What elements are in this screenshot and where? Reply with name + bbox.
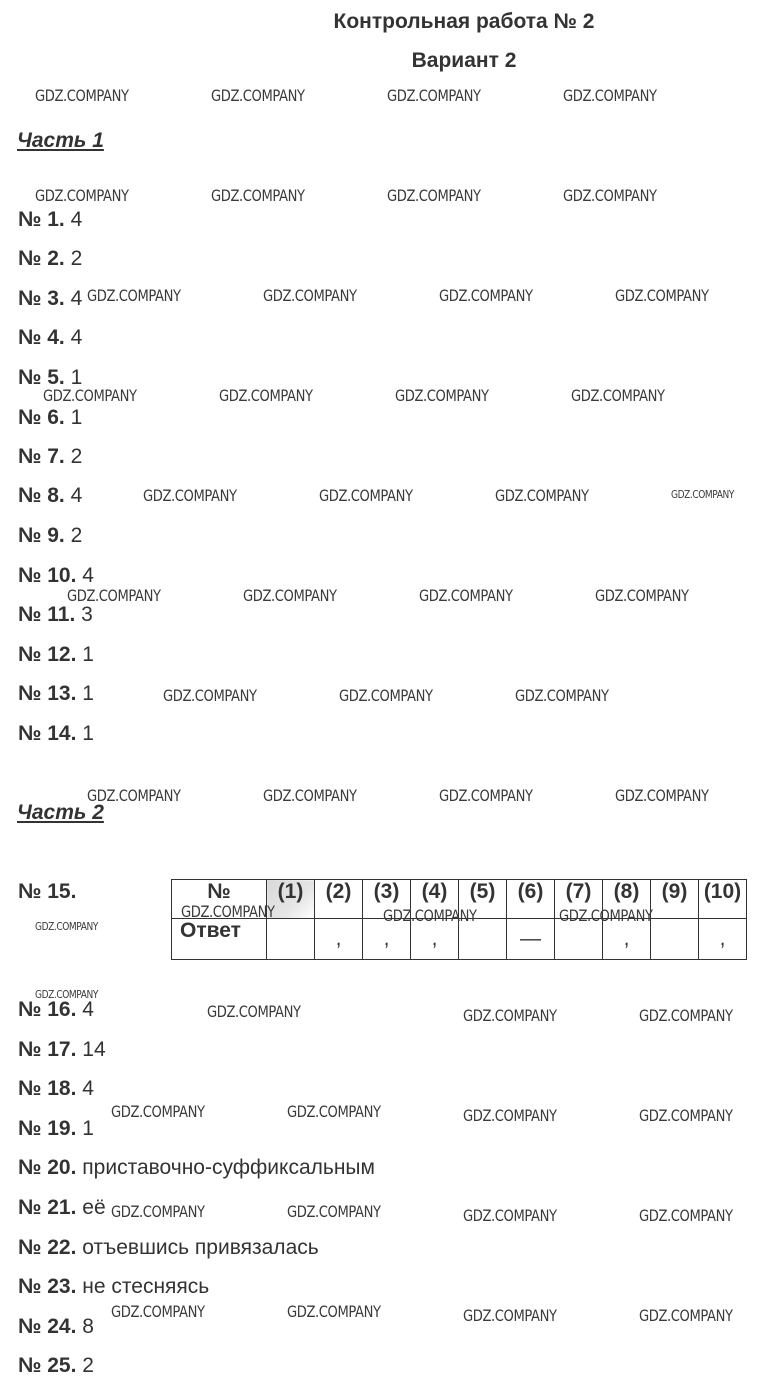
watermark-text: GDZ.COMPANY bbox=[387, 186, 481, 205]
list-item bbox=[18, 524, 82, 548]
item-number: № 6. bbox=[18, 406, 65, 429]
table-answer-cell: , bbox=[699, 919, 747, 960]
item-answer: 1 bbox=[82, 643, 94, 666]
watermark-text: GDZ.COMPANY bbox=[287, 1102, 381, 1121]
table-column-header: (4) bbox=[411, 880, 459, 919]
item-answer: 4 bbox=[70, 326, 83, 349]
list-item bbox=[18, 1236, 319, 1260]
watermark-text: GDZ.COMPANY bbox=[87, 286, 181, 305]
table-column-header: (9) bbox=[651, 880, 699, 919]
item-number: № 17. bbox=[18, 1038, 77, 1061]
watermark-text: GDZ.COMPANY bbox=[639, 1006, 733, 1025]
item-answer: её bbox=[82, 1196, 106, 1219]
list-item bbox=[18, 682, 94, 706]
item-number: № 14. bbox=[18, 722, 77, 745]
item-number: № 4. bbox=[18, 326, 65, 349]
list-item bbox=[18, 326, 82, 350]
list-item bbox=[18, 247, 82, 271]
watermark-text: GDZ.COMPANY bbox=[339, 686, 433, 705]
watermark-text: GDZ.COMPANY bbox=[207, 1002, 301, 1021]
watermark-text: GDZ.COMPANY bbox=[43, 386, 137, 405]
item-number: № 1. bbox=[18, 208, 65, 231]
table-answer-cell: , bbox=[411, 919, 459, 960]
list-item bbox=[18, 1196, 106, 1220]
item-15 bbox=[18, 880, 76, 904]
part2-heading: Часть 2 bbox=[17, 801, 104, 824]
item-answer: 3 bbox=[81, 603, 93, 626]
item-number: № 24. bbox=[18, 1315, 77, 1338]
table-answer-cell bbox=[267, 919, 315, 960]
watermark-text: GDZ.COMPANY bbox=[111, 1202, 205, 1221]
item-answer: 4 bbox=[82, 1077, 94, 1100]
item-number: № 5. bbox=[18, 366, 65, 389]
table-column-header: (7) bbox=[555, 880, 603, 919]
item-number: № 19. bbox=[18, 1117, 77, 1140]
watermark-text: GDZ.COMPANY bbox=[615, 786, 709, 805]
list-item bbox=[18, 722, 94, 746]
item-answer: 4 bbox=[70, 287, 83, 310]
list-item bbox=[18, 1117, 94, 1141]
watermark-text: GDZ.COMPANY bbox=[263, 286, 357, 305]
item-number: № 15. bbox=[18, 880, 77, 903]
item-number: № 10. bbox=[18, 564, 77, 587]
list-item bbox=[18, 643, 94, 667]
list-item bbox=[18, 1156, 375, 1180]
table-column-header: (10) bbox=[699, 880, 747, 919]
watermark-text: GDZ.COMPANY bbox=[563, 86, 657, 105]
list-item bbox=[18, 1275, 209, 1299]
item-answer: 8 bbox=[82, 1315, 94, 1338]
watermark-text: GDZ.COMPANY bbox=[463, 1306, 557, 1325]
watermark-text: GDZ.COMPANY bbox=[515, 686, 609, 705]
list-item bbox=[18, 445, 82, 469]
list-item bbox=[18, 564, 94, 588]
item-answer: 4 bbox=[82, 564, 94, 587]
item-number: № 3. bbox=[18, 287, 65, 310]
watermark-text: GDZ.COMPANY bbox=[463, 1006, 557, 1025]
list-item bbox=[18, 1077, 94, 1101]
watermark-text: GDZ.COMPANY bbox=[463, 1106, 557, 1125]
watermark-text: GDZ.COMPANY bbox=[439, 786, 533, 805]
item-answer: 14 bbox=[82, 1038, 106, 1061]
item-answer: 4 bbox=[70, 484, 83, 507]
table-column-header: (5) bbox=[459, 880, 507, 919]
item-answer: 1 bbox=[70, 406, 83, 429]
item-answer: 2 bbox=[70, 524, 83, 547]
item-number: № 22. bbox=[18, 1236, 77, 1259]
table-answer-cell: — bbox=[507, 919, 555, 960]
table-answer-cell: , bbox=[315, 919, 363, 960]
watermark-text: GDZ.COMPANY bbox=[67, 586, 161, 605]
item-number: № 13. bbox=[18, 682, 77, 705]
watermark-text: GDZ.COMPANY bbox=[463, 1206, 557, 1225]
item-answer: приставочно-суффиксальным bbox=[82, 1156, 375, 1179]
item-answer: 1 bbox=[82, 722, 94, 745]
watermark-text: GDZ.COMPANY bbox=[35, 920, 98, 933]
watermark-text: GDZ.COMPANY bbox=[571, 386, 665, 405]
item-number: № 20. bbox=[18, 1156, 77, 1179]
watermark-text: GDZ.COMPANY bbox=[111, 1102, 205, 1121]
list-item bbox=[18, 1315, 94, 1339]
list-item bbox=[18, 406, 82, 430]
watermark-text: GDZ.COMPANY bbox=[211, 186, 305, 205]
watermark-text: GDZ.COMPANY bbox=[639, 1206, 733, 1225]
item-number: № 16. bbox=[18, 998, 77, 1021]
item-number: № 9. bbox=[18, 524, 65, 547]
watermark-text: GDZ.COMPANY bbox=[319, 486, 413, 505]
item-number: № 8. bbox=[18, 484, 65, 507]
item-answer: 4 bbox=[82, 998, 94, 1021]
item-answer: отъевшись привязалась bbox=[82, 1236, 319, 1259]
watermark-text: GDZ.COMPANY bbox=[395, 386, 489, 405]
table-column-header: (1) bbox=[267, 880, 315, 919]
watermark-text: GDZ.COMPANY bbox=[287, 1202, 381, 1221]
list-item bbox=[18, 1354, 94, 1378]
list-item bbox=[18, 484, 82, 508]
item-number: № 25. bbox=[18, 1354, 77, 1377]
item-answer: 2 bbox=[70, 445, 83, 468]
table-column-header: (2) bbox=[315, 880, 363, 919]
table-answer-cell bbox=[651, 919, 699, 960]
item-number: № 12. bbox=[18, 643, 77, 666]
watermark-text: GDZ.COMPANY bbox=[671, 488, 734, 501]
watermark-text: GDZ.COMPANY bbox=[419, 586, 513, 605]
item-number: № 18. bbox=[18, 1077, 77, 1100]
watermark-text: GDZ.COMPANY bbox=[35, 186, 129, 205]
list-item bbox=[18, 998, 94, 1022]
table-column-header: (8) bbox=[603, 880, 651, 919]
watermark-text: GDZ.COMPANY bbox=[143, 486, 237, 505]
watermark-text: GDZ.COMPANY bbox=[287, 1302, 381, 1321]
table-answer-cell: , bbox=[363, 919, 411, 960]
table-column-header: (6) bbox=[507, 880, 555, 919]
item-number: № 7. bbox=[18, 445, 65, 468]
table-header-label: № bbox=[172, 880, 267, 919]
table-column-header: (3) bbox=[363, 880, 411, 919]
watermark-text: GDZ.COMPANY bbox=[243, 586, 337, 605]
watermark-text: GDZ.COMPANY bbox=[639, 1306, 733, 1325]
item-number: № 11. bbox=[18, 603, 76, 626]
watermark-text: GDZ.COMPANY bbox=[495, 486, 589, 505]
item-answer: 4 bbox=[70, 208, 83, 231]
item-number: № 2. bbox=[18, 247, 65, 270]
item-number: № 21. bbox=[18, 1196, 77, 1219]
page-title: Контрольная работа № 2 bbox=[333, 10, 595, 33]
watermark-text: GDZ.COMPANY bbox=[211, 86, 305, 105]
item-answer: 1 bbox=[82, 1117, 94, 1140]
watermark-text: GDZ.COMPANY bbox=[439, 286, 533, 305]
watermark-text: GDZ.COMPANY bbox=[181, 902, 275, 921]
watermark-text: GDZ.COMPANY bbox=[87, 786, 181, 805]
item-answer: 1 bbox=[82, 682, 94, 705]
item-answer: 1 bbox=[70, 366, 83, 389]
watermark-text: GDZ.COMPANY bbox=[35, 86, 129, 105]
watermark-text: GDZ.COMPANY bbox=[219, 386, 313, 405]
item-answer: 2 bbox=[82, 1354, 94, 1377]
list-item bbox=[18, 603, 93, 627]
item-number: № 23. bbox=[18, 1275, 77, 1298]
table-answer-cell: , bbox=[603, 919, 651, 960]
watermark-text: GDZ.COMPANY bbox=[615, 286, 709, 305]
variant-title: Вариант 2 bbox=[411, 49, 517, 72]
item-answer: 2 bbox=[70, 247, 83, 270]
item-answer: не стесняясь bbox=[82, 1275, 210, 1298]
watermark-text: GDZ.COMPANY bbox=[263, 786, 357, 805]
list-item bbox=[18, 208, 82, 232]
watermark-text: GDZ.COMPANY bbox=[383, 906, 477, 925]
watermark-text: GDZ.COMPANY bbox=[639, 1106, 733, 1125]
watermark-text: GDZ.COMPANY bbox=[563, 186, 657, 205]
watermark-text: GDZ.COMPANY bbox=[595, 586, 689, 605]
watermark-text: GDZ.COMPANY bbox=[387, 86, 481, 105]
part1-heading: Часть 1 bbox=[17, 129, 104, 152]
watermark-text: GDZ.COMPANY bbox=[35, 988, 98, 1001]
list-item bbox=[18, 1038, 106, 1062]
watermark-text: GDZ.COMPANY bbox=[163, 686, 257, 705]
watermark-text: GDZ.COMPANY bbox=[559, 906, 653, 925]
watermark-text: GDZ.COMPANY bbox=[111, 1302, 205, 1321]
table-answer-label: Ответ bbox=[172, 919, 267, 960]
list-item bbox=[18, 287, 82, 311]
